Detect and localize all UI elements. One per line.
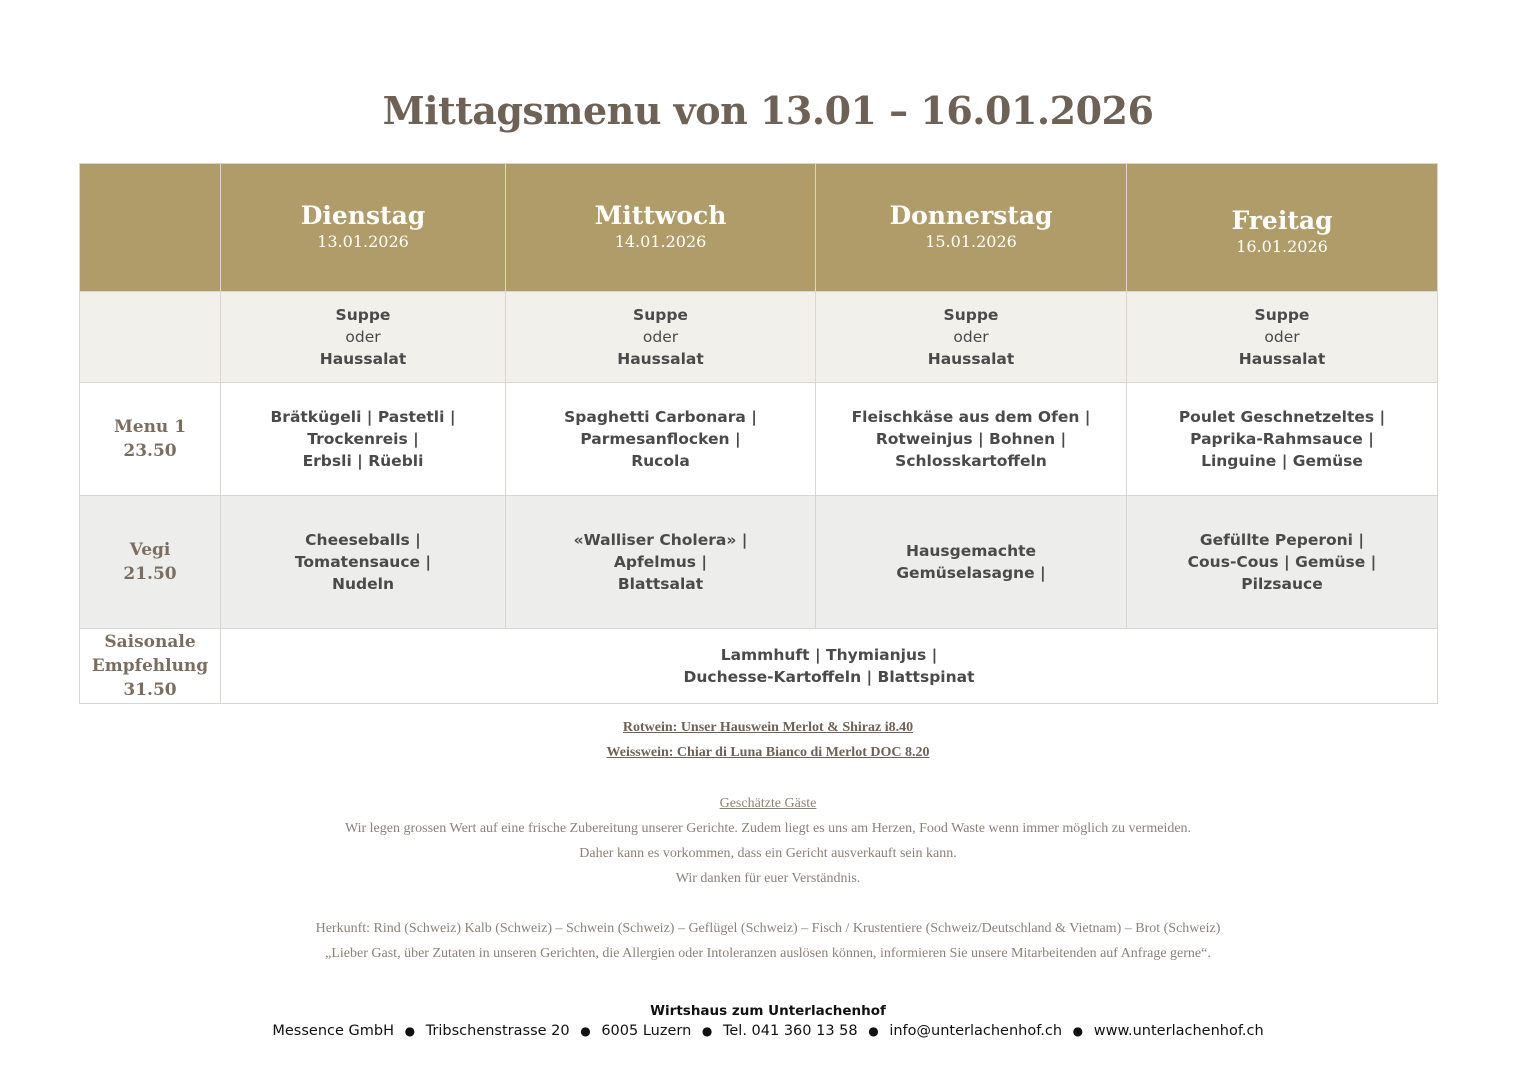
seasonal-label-cell (80, 629, 221, 704)
vegi-dish-tuesday (221, 496, 506, 629)
starter-or: oder (953, 328, 989, 346)
dish-line: Poulet Geschnetzeltes | (1178, 408, 1386, 426)
website: www.unterlachenhof.ch (1093, 1023, 1264, 1039)
seasonal-label-line2: Empfehlung (91, 656, 209, 676)
day-header-wednesday (506, 164, 816, 292)
dish-line: Erbsli | Rüebli (302, 452, 424, 470)
dish-line: «Walliser Cholera» | (573, 531, 748, 549)
dish-line: Cous-Cous | Gemüse | (1187, 553, 1377, 571)
red-wine-offer: Rotwein: Unser Hauswein Merlot & Shiraz i8.40 (622, 720, 914, 735)
dish-line: Pilzsauce (1241, 575, 1323, 593)
dish-line: Rotweinjus | Bohnen | (875, 430, 1067, 448)
starter-cell (506, 292, 816, 383)
dish-line: Parmesanflocken | (580, 430, 741, 448)
bullet-separator: ● (701, 1024, 713, 1038)
day-name: Freitag (1231, 205, 1333, 235)
menu1-dish-friday (1127, 383, 1438, 496)
starter-salad: Haussalat (1238, 350, 1326, 368)
day-header-row (80, 164, 1438, 292)
bullet-separator: ● (404, 1024, 416, 1038)
seasonal-row (80, 629, 1438, 704)
day-header-tuesday (221, 164, 506, 292)
dish-line: Spaghetti Carbonara | (564, 408, 757, 426)
greeting: Geschätzte Gäste (719, 796, 817, 811)
dish-line: Cheeseballs | (305, 531, 421, 549)
seasonal-price: 31.50 (123, 680, 177, 700)
starter-soup: Suppe (1254, 306, 1310, 324)
street-address: Tribschenstrasse 20 (425, 1023, 570, 1039)
menu1-dish-tuesday (221, 383, 506, 496)
day-name: Mittwoch (594, 200, 727, 230)
restaurant-name: Wirtshaus zum Unterlachenhof (650, 1003, 886, 1019)
day-date: 13.01.2026 (317, 231, 409, 251)
menu1-price: 23.50 (123, 441, 177, 461)
starter-salad: Haussalat (927, 350, 1015, 368)
seasonal-label-line1: Saisonale (104, 632, 196, 652)
dish-line: Gemüselasagne | (896, 564, 1046, 582)
city: 6005 Luzern (601, 1023, 692, 1039)
menu1-dish-thursday (816, 383, 1127, 496)
starter-soup: Suppe (335, 306, 391, 324)
menu1-label: Menu 1 (113, 417, 187, 437)
dish-line: Tomatensauce | (294, 553, 432, 571)
starter-soup: Suppe (943, 306, 999, 324)
starter-salad: Haussalat (319, 350, 407, 368)
dish-line: Fleischkäse aus dem Ofen | (851, 408, 1091, 426)
origin-note: Herkunft: Rind (Schweiz) Kalb (Schweiz) – Schwein (Schweiz) – Geflügel (Schweiz) – Fisch / Krustentiere (Schweiz/Deutschland & Vietnam) – Brot (Schweiz) (315, 921, 1221, 936)
dish-line: Nudeln (332, 575, 394, 593)
vegi-row (80, 496, 1438, 629)
allergy-note: „Lieber Gast, über Zutaten in unseren Gerichten, die Allergien oder Intoleranzen auslösen können, informieren Sie unsere Mitarbeitenden auf Anfrage gerne“. (325, 946, 1211, 961)
menu1-row (80, 383, 1438, 496)
vegi-dish-wednesday (506, 496, 816, 629)
starter-cell (221, 292, 506, 383)
vegi-dish-friday (1127, 496, 1438, 629)
dish-line: Duchesse-Kartoffeln | Blattspinat (683, 668, 975, 686)
email-address: info@unterlachenhof.ch (889, 1023, 1063, 1039)
dish-line: Gefüllte Peperoni | (1199, 531, 1365, 549)
starter-soup: Suppe (633, 306, 688, 324)
starter-row (80, 292, 1438, 383)
dish-line: Hausgemachte (905, 542, 1037, 560)
day-header-thursday (816, 164, 1127, 292)
starter-or: oder (345, 328, 381, 346)
vegi-price: 21.50 (123, 564, 177, 584)
day-date: 16.01.2026 (1236, 236, 1328, 256)
dish-line: Blattsalat (617, 575, 704, 593)
starter-or: oder (642, 328, 679, 346)
starter-salad: Haussalat (617, 350, 704, 368)
page-title: Mittagsmenu von 13.01 – 16.01.2026 (382, 88, 1154, 133)
company-name: Messence GmbH (272, 1023, 394, 1039)
dish-line: Paprika-Rahmsauce | (1190, 430, 1374, 448)
starter-cell (1127, 292, 1438, 383)
note-line-2: Daher kann es vorkommen, dass ein Gericht ausverkauft sein kann. (579, 846, 957, 861)
bullet-separator: ● (1072, 1024, 1084, 1038)
dish-line: Brätkügeli | Pastetli | (270, 408, 456, 426)
seasonal-dish (221, 629, 1438, 704)
day-header-friday (1127, 164, 1438, 292)
header-corner (80, 164, 221, 292)
note-line-1: Wir legen grossen Wert auf eine frische Zubereitung unserer Gerichte. Zudem liegt es uns am Herzen, Food Waste wenn immer möglich zu vermeiden. (344, 821, 1192, 836)
contact-line (0, 1023, 1536, 1039)
day-name: Donnerstag (889, 200, 1053, 230)
dish-line: Schlosskartoffeln (895, 452, 1047, 470)
phone-number: Tel. 041 360 13 58 (722, 1023, 858, 1039)
menu1-label-cell (80, 383, 221, 496)
dish-line: Linguine | Gemüse (1201, 452, 1363, 470)
vegi-label-cell (80, 496, 221, 629)
note-line-3: Wir danken für euer Verständnis. (675, 871, 861, 886)
day-date: 15.01.2026 (925, 231, 1017, 251)
dish-line: Apfelmus | (613, 553, 708, 571)
bullet-separator: ● (580, 1024, 591, 1038)
menu1-dish-wednesday (506, 383, 816, 496)
dish-line: Lammhuft | Thymianjus | (720, 646, 938, 664)
dish-line: Rucola (631, 452, 690, 470)
day-date: 14.01.2026 (614, 231, 707, 251)
starter-cell (816, 292, 1127, 383)
menu-table (79, 163, 1438, 704)
white-wine-offer: Weisswein: Chiar di Luna Bianco di Merlot DOC 8.20 (606, 745, 930, 760)
bullet-separator: ● (868, 1024, 879, 1038)
day-name: Dienstag (300, 200, 426, 230)
starter-label-cell (80, 292, 221, 383)
vegi-label: Vegi (129, 540, 171, 560)
vegi-dish-thursday (816, 496, 1127, 629)
dish-line: Trockenreis | (307, 430, 419, 448)
starter-or: oder (1264, 328, 1300, 346)
